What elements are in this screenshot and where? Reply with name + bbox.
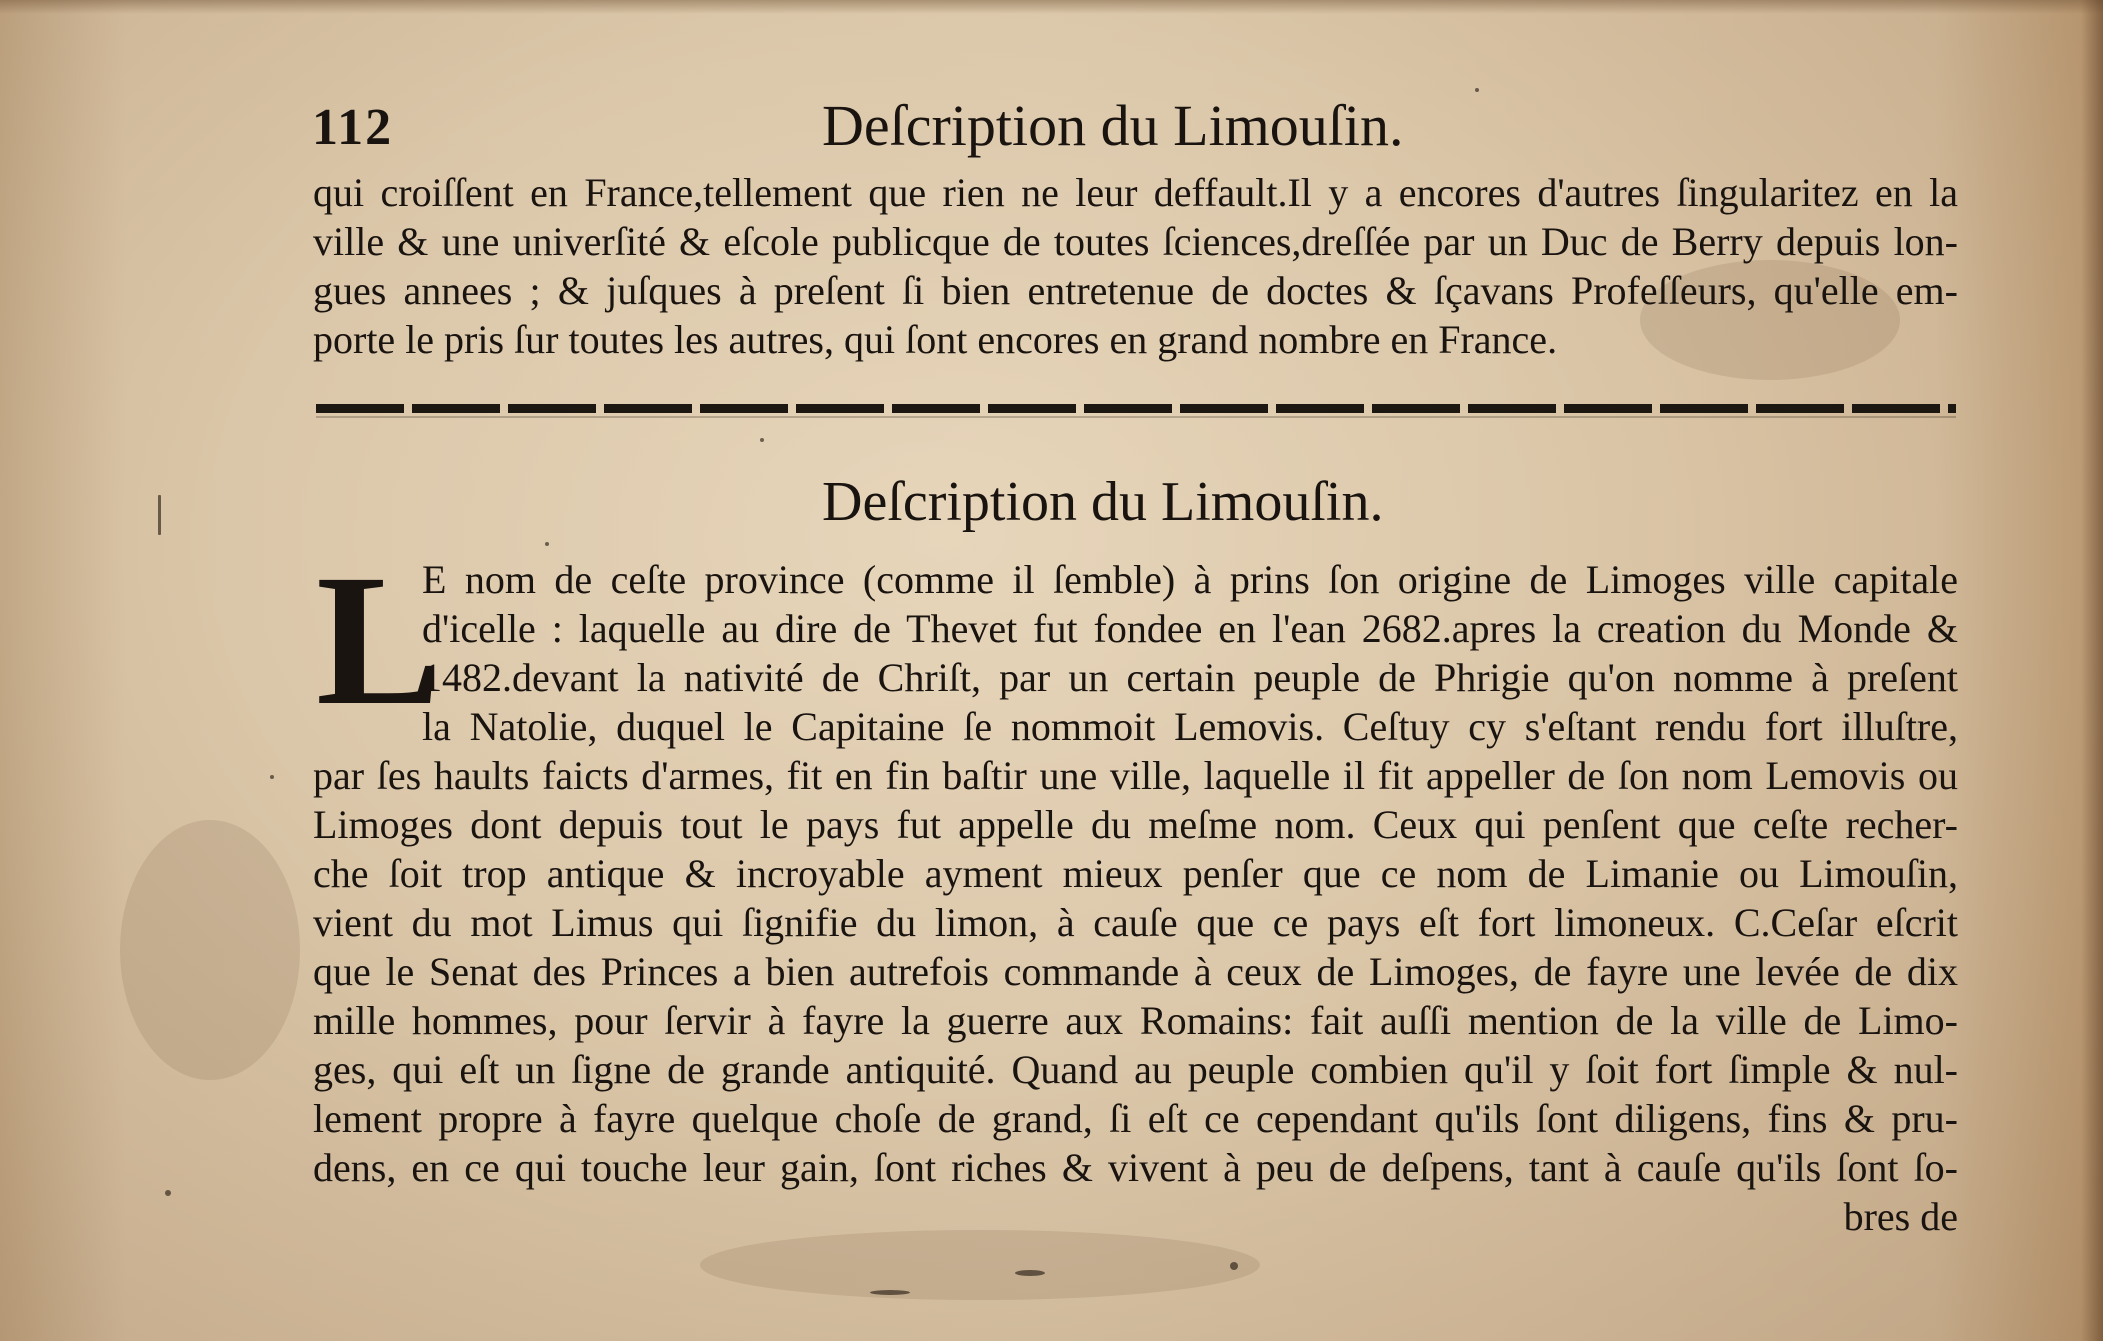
opening-lines — [422, 555, 1958, 751]
text-line: mille hommes, pour ſervir à fayre la guerre aux Romains: fait auſſi mention de la ville de Limo- — [313, 998, 1958, 1043]
text-line: porte le pris ſur toutes les autres, qui ſont encores en grand nombre en France. — [313, 317, 1558, 362]
ink-speck — [1015, 1270, 1045, 1276]
page-top-edge — [0, 0, 2103, 14]
ink-speck — [165, 1190, 171, 1196]
ink-speck — [870, 1290, 910, 1295]
text-line: lement propre à fayre quelque choſe de grand, ſi eſt ce cependant qu'ils ſont diligens, fins & pru- — [313, 1096, 1958, 1141]
section-divider-rule — [316, 404, 1956, 413]
body-paragraph — [313, 751, 1958, 1241]
text-line: ville & une univerſité & eſcole publicque de toutes ſciences,dreſſée par un Duc de Berry depuis lon- — [313, 219, 1958, 264]
section-divider-shadow — [316, 416, 1956, 418]
text-line: ges, qui eſt un ſigne de grande antiquité. Quand au peuple combien qu'il y ſoit fort ſimple & nul- — [313, 1047, 1958, 1092]
ink-speck — [545, 542, 549, 546]
text-line: gues annees ; & juſques à preſent ſi bien entretenue de doctes & ſçavans Profeſſeurs, qu'elle em- — [313, 268, 1958, 313]
text-line: E nom de ceſte province (comme il ſemble) à prins ſon origine de Limoges ville capitale — [422, 557, 1958, 602]
section-title: Deſcription du Limouſin. — [822, 471, 1384, 533]
running-title: Deſcription du Limouſin. — [822, 93, 1404, 158]
text-line: que le Senat des Princes a bien autrefois commande à ceux de Limoges, de fayre une levée de dix — [313, 949, 1958, 994]
ink-speck — [270, 775, 274, 779]
page-spine-shadow — [2081, 0, 2103, 1341]
continued-paragraph — [313, 168, 1958, 364]
text-line: d'icelle : laquelle au dire de Thevet fut fondee en l'ean 2682.apres la creation du Monde & — [422, 606, 1958, 651]
text-line: par ſes haults faicts d'armes, fit en fin baſtir une ville, laquelle il fit appeller de ſon nom Lemovis ou — [313, 753, 1958, 798]
ink-speck — [1230, 1262, 1238, 1270]
text-line: vient du mot Limus qui ſignifie du limon, à cauſe que ce pays eſt fort limoneux. C.Ceſar eſcrit — [313, 900, 1958, 945]
text-line: che ſoit trop antique & incroyable ayment mieux penſer que ce nom de Limanie ou Limouſin, — [313, 851, 1958, 896]
text-line: 1482.devant la nativité de Chriſt, par un certain peuple de Phrigie qu'on nomme à preſent — [422, 655, 1958, 700]
drop-cap: L — [316, 535, 442, 744]
text-line: dens, en ce qui touche leur gain, ſont riches & vivent à peu de deſpens, tant à cauſe qu'ils ſont ſo- — [313, 1145, 1958, 1190]
ink-speck — [760, 438, 764, 442]
text-line: qui croiſſent en France,tellement que rien ne leur deffault.Il y a encores d'autres ſingularitez en la — [313, 170, 1958, 215]
ink-speck — [158, 495, 161, 535]
text-line: Limoges dont depuis tout le pays fut appelle du meſme nom. Ceux qui penſent que ceſte recher- — [313, 802, 1958, 847]
ink-speck — [1475, 88, 1479, 92]
catchword: bres de — [1843, 1194, 1958, 1239]
text-line: la Natolie, duquel le Capitaine ſe nommoit Lemovis. Ceſtuy cy s'eſtant rendu fort illuſtre, — [422, 704, 1958, 749]
page-number: 112 — [312, 99, 394, 156]
paper-stain — [120, 820, 300, 1080]
